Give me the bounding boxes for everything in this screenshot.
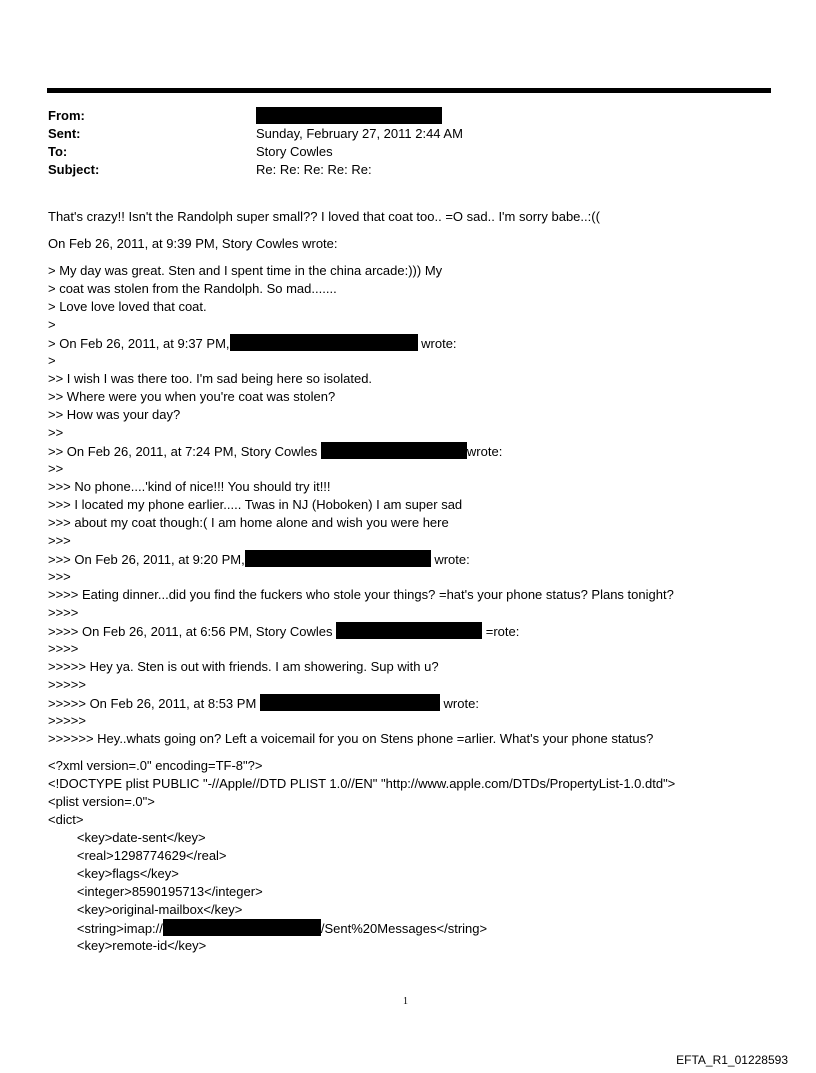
bates-number: EFTA_R1_01228593 — [676, 1053, 788, 1067]
xml-line: <key>flags</key> — [48, 866, 179, 881]
body-line-text: >>> On Feb 26, 2011, at 9:20 PM, — [48, 552, 245, 567]
subject-value: Re: Re: Re: Re: Re: — [256, 162, 372, 177]
body-line-text: wrote: — [434, 552, 470, 567]
body-line: >> How was your day? — [48, 407, 181, 422]
body-line — [48, 442, 776, 460]
body-line — [48, 694, 776, 712]
body-line: >>>>> — [48, 713, 86, 728]
to-value: Story Cowles — [256, 144, 333, 159]
xml-line: <integer>8590195713</integer> — [48, 884, 263, 899]
header-rule — [47, 88, 771, 93]
redaction-block — [321, 442, 467, 459]
xml-line-text: /Sent%20Messages</string> — [320, 921, 488, 936]
body-line: >>>> Eating dinner...did you find the fuckers who stole your things? =hat's your phone status? Plans tonight? — [48, 587, 674, 602]
body-line — [48, 622, 776, 640]
body-line: > Love love loved that coat. — [48, 299, 207, 314]
xml-line: <?xml version=.0" encoding=TF-8"?> — [48, 758, 263, 773]
email-body — [48, 208, 776, 955]
body-line: >>>> — [48, 605, 79, 620]
body-line: >>> No phone....'kind of nice!!! You should try it!!! — [48, 479, 331, 494]
xml-line: <key>original-mailbox</key> — [48, 902, 243, 917]
body-line-text: >>>> On Feb 26, 2011, at 6:56 PM, Story Cowles — [48, 624, 333, 639]
body-line — [48, 550, 776, 568]
body-line: >>>>>> Hey..whats going on? Left a voicemail for you on Stens phone =arlier. What's your phone status? — [48, 731, 654, 746]
body-line-text: wrote: — [466, 444, 503, 459]
body-line: >> — [48, 461, 64, 476]
xml-line: <plist version=.0"> — [48, 794, 155, 809]
body-line: >>> I located my phone earlier..... Twas in NJ (Hoboken) I am super sad — [48, 497, 463, 512]
sent-value: Sunday, February 27, 2011 2:44 AM — [256, 126, 463, 141]
body-line: >> I wish I was there too. I'm sad being here so isolated. — [48, 371, 373, 386]
body-line-text: >>>>> On Feb 26, 2011, at 8:53 PM — [48, 696, 257, 711]
redaction-block — [336, 622, 482, 639]
subject-label: Subject: — [48, 162, 100, 177]
body-line: On Feb 26, 2011, at 9:39 PM, Story Cowles wrote: — [48, 236, 338, 251]
body-line-text: wrote: — [421, 336, 457, 351]
xml-line: <key>date-sent</key> — [48, 830, 206, 845]
body-line: >>> about my coat though:( I am home alone and wish you were here — [48, 515, 449, 530]
body-line: >>> — [48, 569, 71, 584]
body-line: >> Where were you when you're coat was stolen? — [48, 389, 336, 404]
body-line-text: wrote: — [443, 696, 479, 711]
page-number: 1 — [403, 996, 408, 1007]
xml-line: <real>1298774629</real> — [48, 848, 227, 863]
body-line-text: >> On Feb 26, 2011, at 7:24 PM, Story Cowles — [48, 444, 318, 459]
body-line: >>> — [48, 533, 71, 548]
body-line: >> — [48, 425, 64, 440]
xml-line: <key>remote-id</key> — [48, 938, 207, 953]
body-line: > coat was stolen from the Randolph. So mad....... — [48, 281, 337, 296]
body-line: > My day was great. Sten and I spent time in the china arcade:))) My — [48, 263, 443, 278]
redaction-block — [260, 694, 440, 711]
from-value-redacted — [256, 107, 442, 126]
sent-label: Sent: — [48, 126, 81, 141]
xml-line — [48, 919, 776, 937]
redaction-block — [163, 919, 321, 936]
xml-line-text: <string>imap:// — [48, 921, 163, 936]
body-line-text: =rote: — [485, 624, 520, 639]
body-line: That's crazy!! Isn't the Randolph super small?? I loved that coat too.. =O sad.. I'm sorry babe..:(( — [48, 209, 600, 224]
body-line: >>>> — [48, 641, 79, 656]
body-line: > — [48, 317, 56, 332]
body-line: > — [48, 353, 56, 368]
from-label: From: — [48, 108, 85, 123]
redaction-block — [230, 334, 418, 351]
body-line-text: > On Feb 26, 2011, at 9:37 PM, — [48, 336, 230, 351]
body-line: >>>>> — [48, 677, 86, 692]
redaction-block — [245, 550, 431, 567]
to-label: To: — [48, 144, 68, 159]
body-line — [48, 334, 776, 352]
xml-line: <dict> — [48, 812, 84, 827]
xml-line: <!DOCTYPE plist PUBLIC "-//Apple//DTD PLIST 1.0//EN" "http://www.apple.com/DTDs/PropertyList-1.0.dtd"> — [48, 776, 676, 791]
body-line: >>>>> Hey ya. Sten is out with friends. I am showering. Sup with u? — [48, 659, 439, 674]
